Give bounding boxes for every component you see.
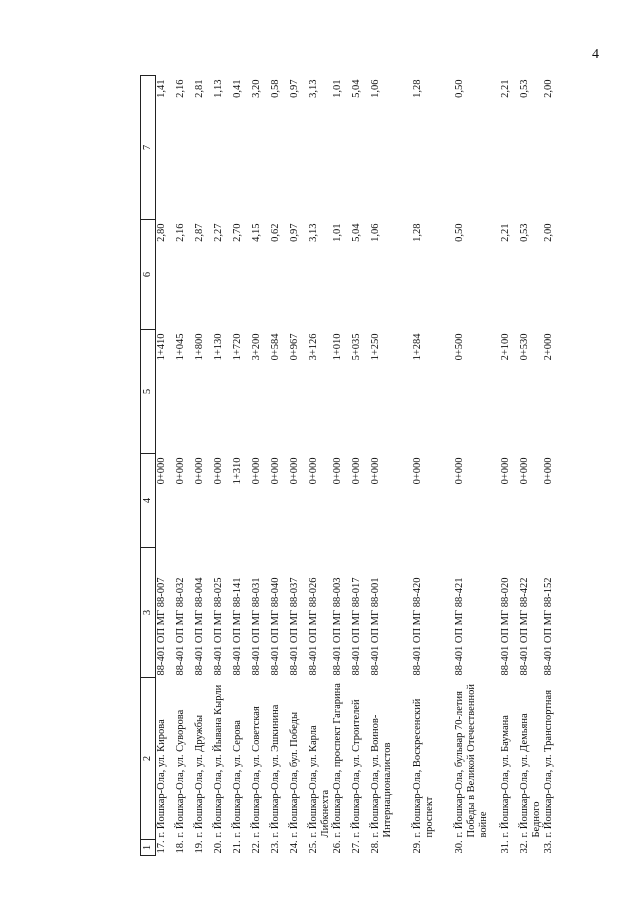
end-km-cell: 0+967 [289, 333, 300, 361]
header-col-7: 7 [141, 76, 156, 220]
road-name-cell: г. Йошкар-Ола, ул. Эшкинина [270, 704, 281, 838]
road-name-cell: г. Йошкар-Ола, ул. Демьяна Бедного [519, 713, 542, 838]
table-row [232, 76, 251, 856]
table-row [270, 76, 289, 856]
length-km-cell: 0,50 [454, 223, 465, 242]
road-code-cell: 88-401 ОП МГ 88-421 [454, 577, 465, 676]
length-km-cell: 2,27 [213, 223, 224, 242]
start-km-cell: 0+000 [351, 457, 362, 485]
length-km-cell: 2,00 [543, 223, 554, 242]
length-km-cell: 2,16 [175, 223, 186, 242]
row-number-cell: 18. [175, 840, 186, 854]
road-code-cell: 88-401 ОП МГ 88-003 [332, 577, 343, 676]
row-number-cell: 17. [156, 840, 167, 854]
start-km-cell: 0+000 [454, 457, 465, 485]
table-row [370, 76, 412, 856]
header-col-1: 1 [141, 840, 156, 856]
start-km-cell: 0+000 [289, 457, 300, 485]
row-number-cell: 21. [232, 840, 243, 854]
start-km-cell: 1+310 [232, 457, 243, 485]
road-code-cell: 88-401 ОП МГ 88-007 [156, 577, 167, 676]
row-number-cell: 25. [308, 840, 319, 854]
value-km-cell: 2,21 [500, 79, 511, 98]
row-number-cell: 28. [370, 840, 381, 854]
value-km-cell: 0,53 [519, 79, 530, 98]
value-km-cell: 5,04 [351, 79, 362, 98]
page-number: 4 [592, 47, 599, 62]
end-km-cell: 0+584 [270, 333, 281, 361]
road-name-cell: г. Йошкар-Ола, ул. Баумана [500, 715, 511, 838]
road-code-cell: 88-401 ОП МГ 88-152 [543, 577, 554, 676]
length-km-cell: 2,87 [194, 223, 205, 242]
header-col-4: 4 [141, 454, 156, 548]
table-header-row [141, 76, 156, 856]
end-km-cell: 1+284 [412, 333, 423, 361]
table-row [156, 76, 176, 856]
road-code-cell: 88-401 ОП МГ 88-026 [308, 577, 319, 676]
table-row [289, 76, 308, 856]
end-km-cell: 2+000 [543, 333, 554, 361]
value-km-cell: 0,50 [454, 79, 465, 98]
length-km-cell: 2,21 [500, 223, 511, 242]
length-km-cell: 2,80 [156, 223, 167, 242]
table-row [332, 76, 351, 856]
road-name-cell: г. Йошкар-Ола, ул. Карла Либкнехта [308, 725, 331, 838]
length-km-cell: 1,28 [412, 223, 423, 242]
length-km-cell: 3,13 [308, 223, 319, 242]
start-km-cell: 0+000 [213, 457, 224, 485]
road-code-cell: 88-401 ОП МГ 88-025 [213, 577, 224, 676]
table-body [156, 76, 563, 856]
table-row [251, 76, 270, 856]
end-km-cell: 5+035 [351, 333, 362, 361]
start-km-cell: 0+000 [370, 457, 381, 485]
value-km-cell: 1,06 [370, 79, 381, 98]
end-km-cell: 1+010 [332, 333, 343, 361]
length-km-cell: 5,04 [351, 223, 362, 242]
table-row [175, 76, 194, 856]
row-number-cell: 24. [289, 840, 300, 854]
road-code-cell: 88-401 ОП МГ 88-037 [289, 577, 300, 676]
end-km-cell: 3+200 [251, 333, 262, 361]
value-km-cell: 0,97 [289, 79, 300, 98]
road-name-cell: г. Йошкар-Ола, Воскресенский проспект [412, 698, 435, 838]
rotated-table-container [140, 76, 610, 856]
start-km-cell: 0+000 [175, 457, 186, 485]
road-code-cell: 88-401 ОП МГ 88-020 [500, 577, 511, 676]
end-km-cell: 3+126 [308, 333, 319, 361]
road-name-cell: г. Йошкар-Ола, ул. Кирова [156, 719, 167, 838]
table-row [543, 76, 562, 856]
row-number-cell: 26. [332, 840, 343, 854]
length-km-cell: 0,62 [270, 223, 281, 242]
value-km-cell: 2,00 [543, 79, 554, 98]
road-name-cell: г. Йошкар-Ола, ул. Йывана Кырли [213, 684, 224, 838]
header-col-5: 5 [141, 330, 156, 454]
header-col-6: 6 [141, 220, 156, 330]
table-row [500, 76, 519, 856]
start-km-cell: 0+000 [412, 457, 423, 485]
value-km-cell: 1,13 [213, 79, 224, 98]
length-km-cell: 1,06 [370, 223, 381, 242]
table-row [194, 76, 213, 856]
road-code-cell: 88-401 ОП МГ 88-032 [175, 577, 186, 676]
end-km-cell: 1+720 [232, 333, 243, 361]
end-km-cell: 1+800 [194, 333, 205, 361]
start-km-cell: 0+000 [332, 457, 343, 485]
table-row [519, 76, 543, 856]
row-number-cell: 20. [213, 840, 224, 854]
end-km-cell: 2+100 [500, 333, 511, 361]
start-km-cell: 0+000 [308, 457, 319, 485]
road-code-cell: 88-401 ОП МГ 88-004 [194, 577, 205, 676]
row-number-cell: 31. [500, 840, 511, 854]
row-number-cell: 27. [351, 840, 362, 854]
road-name-cell: г. Йошкар-Ола, проспект Гагарина [332, 683, 343, 838]
row-number-cell: 30. [454, 840, 465, 854]
length-km-cell: 2,70 [232, 223, 243, 242]
road-code-cell: 88-401 ОП МГ 88-031 [251, 577, 262, 676]
start-km-cell: 0+000 [519, 457, 530, 485]
road-code-cell: 88-401 ОП МГ 88-420 [412, 577, 423, 676]
value-km-cell: 2,16 [175, 79, 186, 98]
value-km-cell: 2,81 [194, 79, 205, 98]
table-row [454, 76, 500, 856]
header-col-2: 2 [141, 678, 156, 840]
road-name-cell: г. Йошкар-Ола, ул. Транспортная [543, 689, 554, 838]
table-row [213, 76, 232, 856]
road-name-cell: г. Йошкар-Ола, ул. Дружбы [194, 714, 205, 838]
header-col-3: 3 [141, 548, 156, 678]
row-number-cell: 33. [543, 840, 554, 854]
table-row [412, 76, 454, 856]
row-number-cell: 32. [519, 840, 530, 854]
length-km-cell: 1,01 [332, 223, 343, 242]
end-km-cell: 0+530 [519, 333, 530, 361]
value-km-cell: 1,01 [332, 79, 343, 98]
end-km-cell: 1+130 [213, 333, 224, 361]
road-name-cell: г. Йошкар-Ола, ул. Строителей [351, 699, 362, 838]
road-code-cell: 88-401 ОП МГ 88-422 [519, 577, 530, 676]
length-km-cell: 0,53 [519, 223, 530, 242]
road-name-cell: г. Йошкар-Ола, ул. Воинов-Интернационалистов [370, 714, 393, 838]
road-code-cell: 88-401 ОП МГ 88-141 [232, 577, 243, 676]
value-km-cell: 1,41 [156, 79, 167, 98]
road-code-cell: 88-401 ОП МГ 88-040 [270, 577, 281, 676]
start-km-cell: 0+000 [251, 457, 262, 485]
start-km-cell: 0+000 [194, 457, 205, 485]
start-km-cell: 0+000 [543, 457, 554, 485]
table-row [351, 76, 370, 856]
end-km-cell: 0+500 [454, 333, 465, 361]
length-km-cell: 0,97 [289, 223, 300, 242]
row-number-cell: 29. [412, 840, 423, 854]
road-code-cell: 88-401 ОП МГ 88-001 [370, 577, 381, 676]
row-number-cell: 23. [270, 840, 281, 854]
row-number-cell: 22. [251, 840, 262, 854]
end-km-cell: 1+250 [370, 333, 381, 361]
road-code-cell: 88-401 ОП МГ 88-017 [351, 577, 362, 676]
end-km-cell: 1+410 [156, 333, 167, 361]
road-name-cell: г. Йошкар-Ола, ул. Советская [251, 706, 262, 838]
start-km-cell: 0+000 [270, 457, 281, 485]
value-km-cell: 3,13 [308, 79, 319, 98]
start-km-cell: 0+000 [500, 457, 511, 485]
value-km-cell: 1,28 [412, 79, 423, 98]
length-km-cell: 4,15 [251, 223, 262, 242]
table-row [308, 76, 332, 856]
row-number-cell: 19. [194, 840, 205, 854]
start-km-cell: 0+000 [156, 457, 167, 485]
end-km-cell: 1+045 [175, 333, 186, 361]
value-km-cell: 0,58 [270, 79, 281, 98]
road-name-cell: г. Йошкар-Ола, ул. Серова [232, 720, 243, 838]
value-km-cell: 3,20 [251, 79, 262, 98]
value-km-cell: 0,41 [232, 79, 243, 98]
roads-table [140, 75, 562, 856]
road-name-cell: г. Йошкар-Ола, бульвар 70-летия Победы в Великой Отечественной войне [454, 684, 489, 838]
road-name-cell: г. Йошкар-Ола, бул. Победы [289, 711, 300, 838]
road-name-cell: г. Йошкар-Ола, ул. Суворова [175, 709, 186, 838]
